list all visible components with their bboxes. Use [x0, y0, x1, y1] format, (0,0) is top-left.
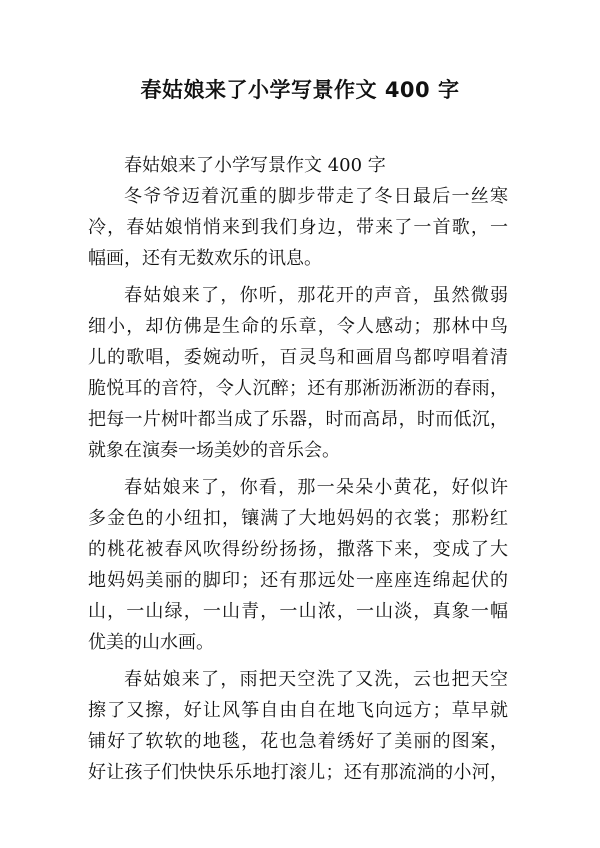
paragraph-1-line-3: 幅画，还有无数欢乐的讯息。	[88, 248, 322, 269]
paragraph-1-line-2: 冷，春姑娘悄悄来到我们身边，带来了一首歌，一	[88, 217, 508, 238]
paragraph-3-line-6: 优美的山水画。	[88, 632, 214, 653]
paragraph-4-line-4: 好让孩子们快快乐乐地打滚儿；还有那流淌的小河，	[88, 762, 508, 783]
paragraph-2-line-6: 就象在演奏一场美妙的音乐会。	[88, 440, 340, 461]
paragraph-2-line-3: 儿的歌唱，委婉动听，百灵鸟和画眉鸟都哼唱着清	[88, 347, 508, 368]
paragraph-4-line-1: 春姑娘来了，雨把天空洗了又洗，云也把天空	[124, 669, 508, 690]
paragraph-2-line-5: 把每一片树叶都当成了乐器，时而高昂，时而低沉，	[88, 409, 508, 430]
paragraph-2-line-1: 春姑娘来了，你听，那花开的声音，虽然微弱	[124, 285, 508, 306]
paragraph-4-line-3: 铺好了软软的地毯，花也急着绣好了美丽的图案，	[88, 731, 508, 752]
paragraph-3-line-1: 春姑娘来了，你看，那一朵朵小黄花，好似许	[124, 477, 508, 498]
paragraph-1-line-1: 冬爷爷迈着沉重的脚步带走了冬日最后一丝寒	[124, 186, 508, 207]
document-title: 春姑娘来了小学写景作文 400 字	[140, 78, 460, 102]
subtitle-line: 春姑娘来了小学写景作文 400 字	[124, 155, 386, 176]
paragraph-2-line-4: 脆悦耳的音符，令人沉醉；还有那淅沥淅沥的春雨，	[88, 378, 508, 399]
paragraph-3-line-2: 多金色的小纽扣，镶满了大地妈妈的衣裳；那粉红	[88, 508, 508, 529]
paragraph-3-line-5: 山，一山绿，一山青，一山浓，一山淡，真象一幅	[88, 601, 508, 622]
document-body	[88, 150, 508, 788]
paragraph-3-line-4: 地妈妈美丽的脚印；还有那远处一座座连绵起伏的	[88, 570, 508, 591]
paragraph-2-line-2: 细小，却仿佛是生命的乐章，令人感动；那林中鸟	[88, 316, 508, 337]
paragraph-4-line-2: 擦了又擦，好让风筝自由自在地飞向远方；草早就	[88, 700, 508, 721]
paragraph-3-line-3: 的桃花被春风吹得纷纷扬扬，撒落下来，变成了大	[88, 539, 508, 560]
